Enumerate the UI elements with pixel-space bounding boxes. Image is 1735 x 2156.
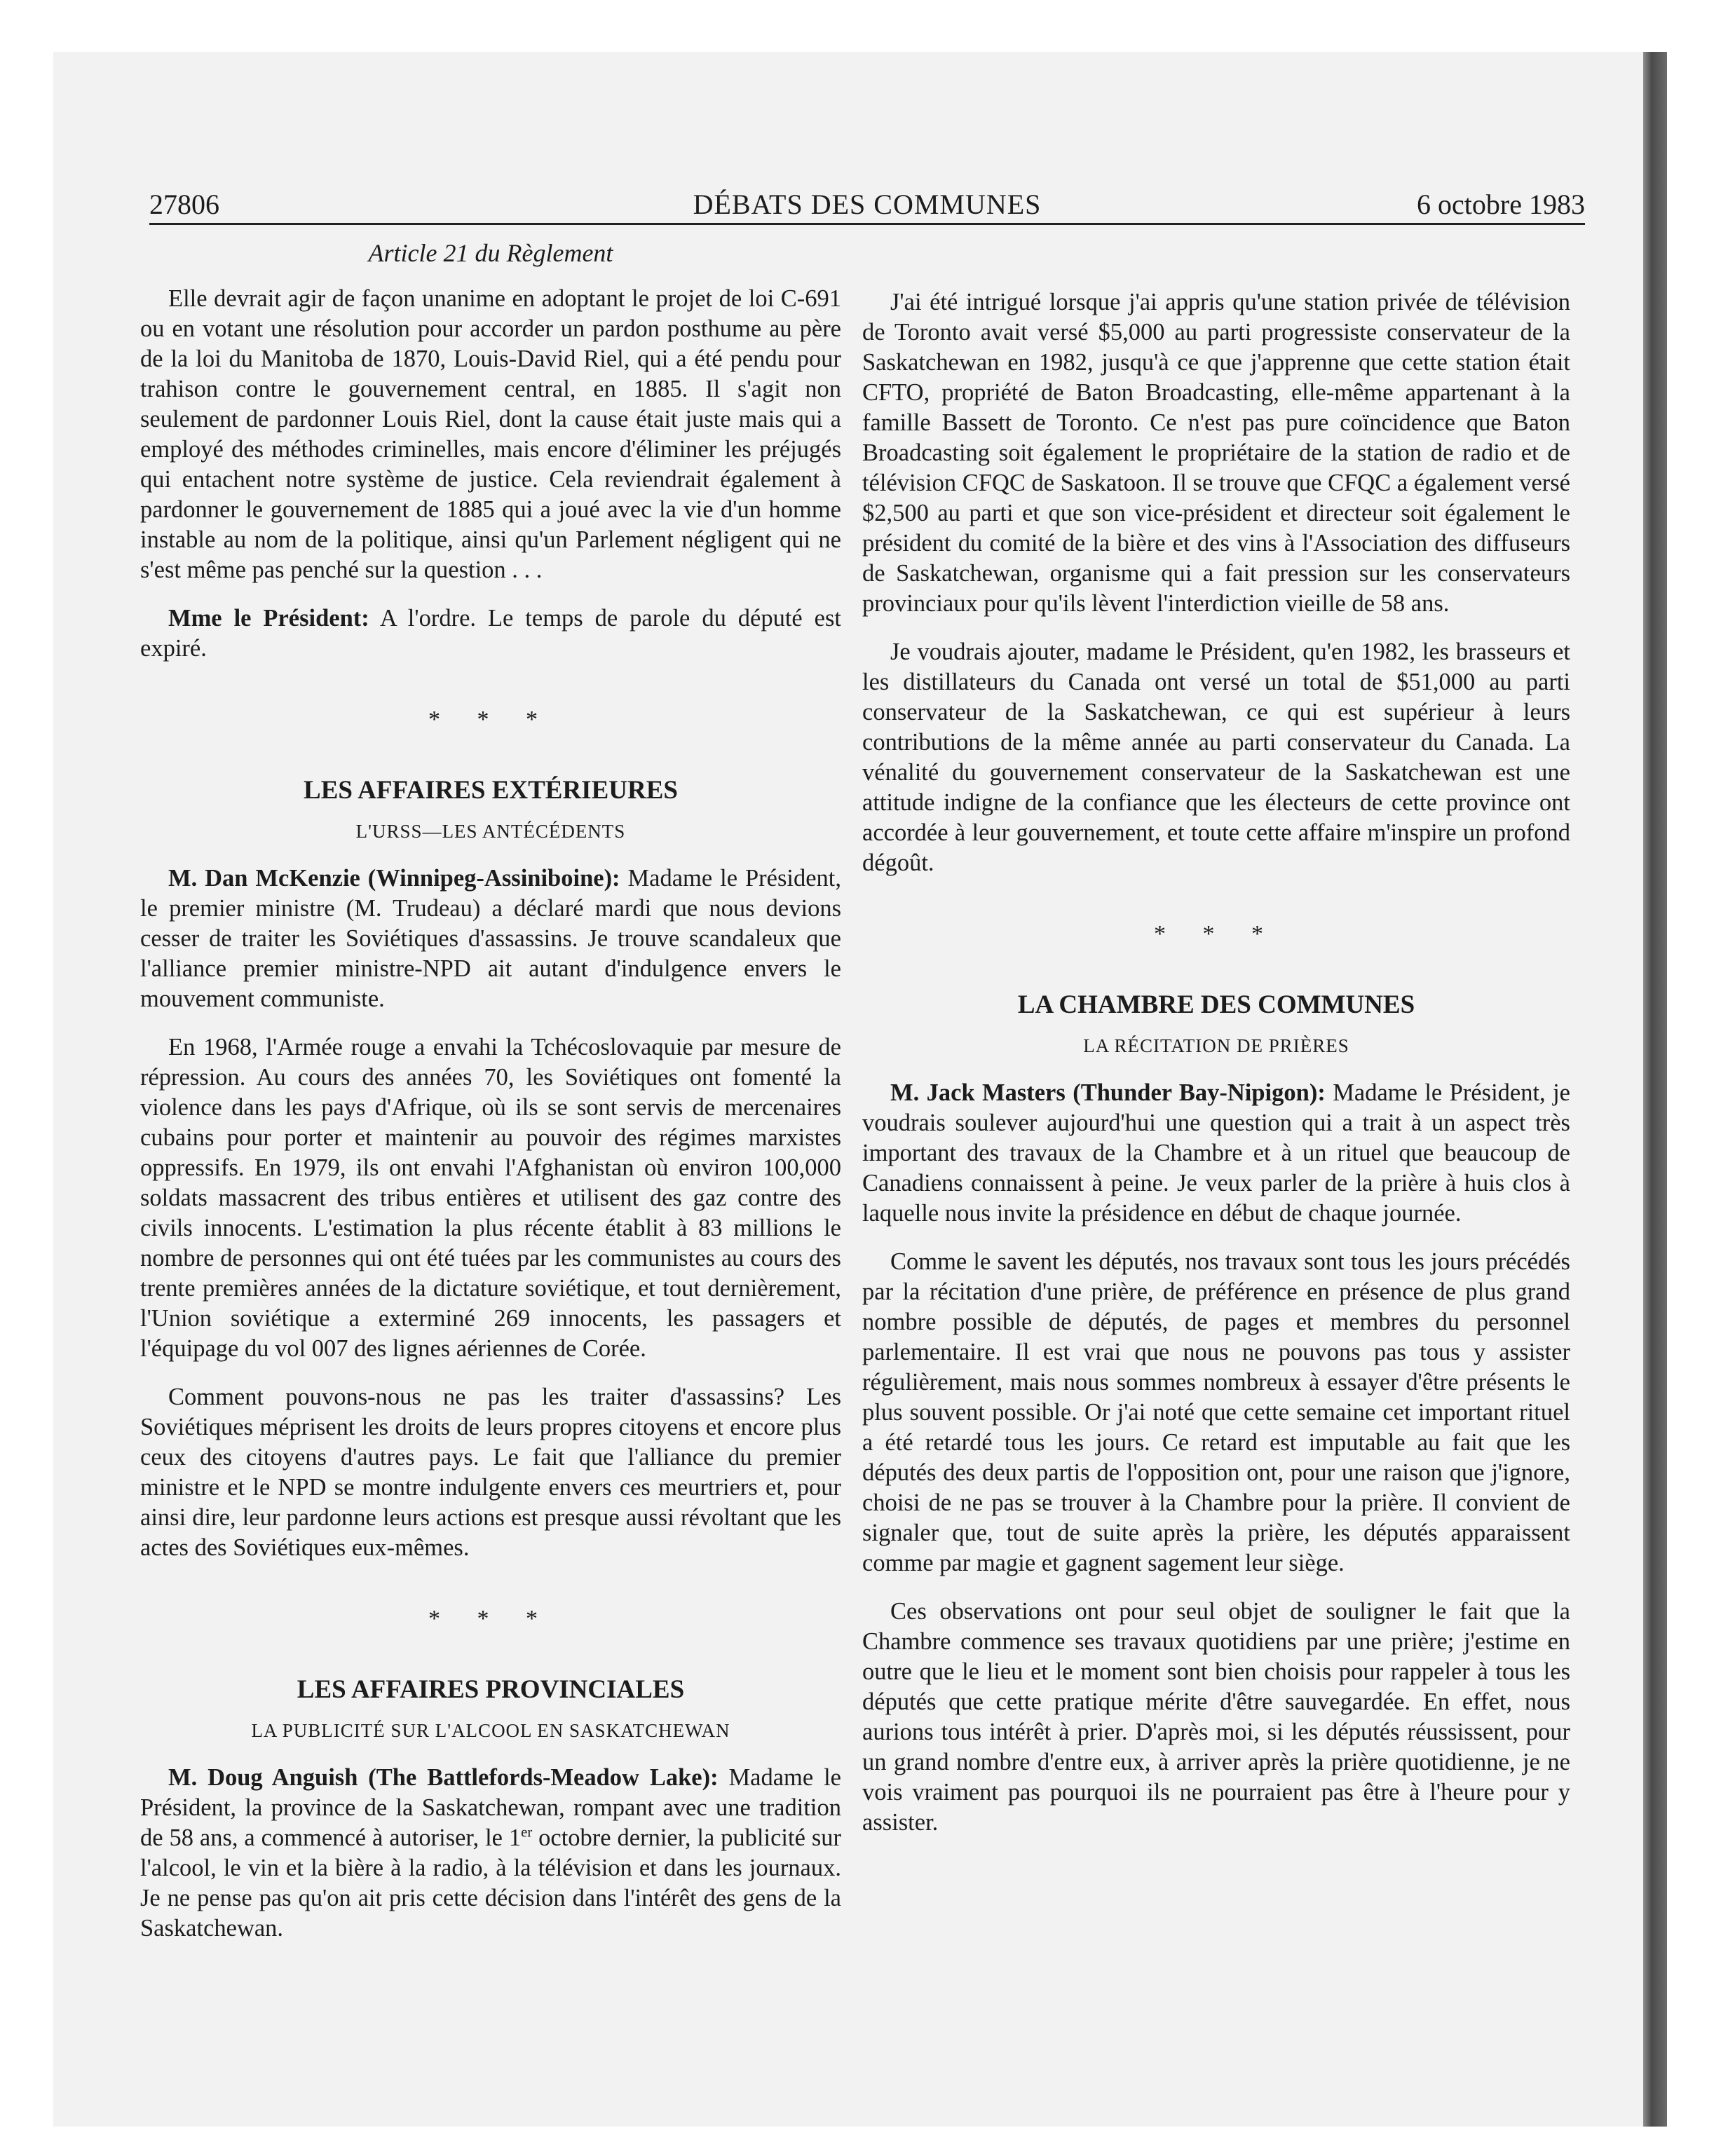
paragraph: En 1968, l'Armée rouge a envahi la Tchécoslovaquie par mesure de répression. Au cours des années 70, les Soviétiques ont fomenté la violence dans les pays d'Afrique, où ils se sont servis de mercenaires cubains pour porter et maintenir au pouvoir des régimes marxistes oppressifs. En 1979, ils ont envahi l'Afghanistan où environ 100,000 soldats massacrent des tribus entières et utilisent des gaz contre des civils innocents. L'estimation la plus récente établit à 83 millions le nombre de personnes qui ont été tuées par les communistes au cours des trente premières années de la dictature soviétique, et tout dernièrement, l'Union soviétique a exterminé 269 innocents, les passagers et l'équipage du vol 007 des lignes aériennes de Corée. — [140, 1034, 841, 1362]
page-number: 27806 — [149, 189, 219, 220]
ordinal-suffix: er — [521, 1824, 533, 1841]
section-separator: * * * — [428, 707, 553, 732]
section-subheading: LA RÉCITATION DE PRIÈRES — [1083, 1035, 1349, 1056]
section-subheading: L'URSS—LES ANTÉCÉDENTS — [355, 821, 626, 842]
speech-text: Madame le Président, je voudrais soulever aujourd'hui une question qui a trait à un aspect très important des travaux de la Chambre et à un rituel que beaucoup de Canadiens connaissent à peine. Je veux parler de la prière à huis clos à laquelle nous invite la présidence en début de chaque journée. — [862, 1079, 1570, 1227]
speech-text: A l'ordre. Le temps de parole du député est expiré. — [140, 605, 842, 662]
right-column — [862, 231, 1570, 2089]
paragraph — [140, 1763, 841, 1944]
speech-text: octobre dernier, la publicité sur l'alcool, le vin et la bière à la radio, à la télévision et dans les journaux. Je ne pense pas qu'on ait pris cette décision dans l'intérêt des gens de la Saskatchewan. — [140, 1824, 841, 1942]
paragraph — [862, 1078, 1570, 1229]
section-subtitle: Article 21 du Règlement — [368, 239, 613, 267]
speaker-name: M. Dan McKenzie (Winnipeg-Assiniboine): — [168, 865, 620, 892]
speaker-name: M. Jack Masters (Thunder Bay-Nipigon): — [890, 1079, 1326, 1106]
speech-text: Madame le Président, la province de la Saskatchewan, rompant avec une tradition de 58 ans, a commencé à autoriser, le 1 — [140, 1764, 841, 1851]
speaker-name: Mme le Président: — [168, 605, 369, 632]
section-heading: LES AFFAIRES EXTÉRIEURES — [304, 776, 678, 805]
publication-title: DÉBATS DES COMMUNES — [693, 189, 1042, 220]
section-subheading: LA PUBLICITÉ SUR L'ALCOOL EN SASKATCHEWAN — [251, 1720, 730, 1741]
paragraph: Ces observations ont pour seul objet de souligner le fait que la Chambre commence ses travaux quotidiens par une prière; j'estime en outre que le lieu et le moment sont bien choisis pour rappeler à tous les députés que cette pratique mérite d'être sauvegardée. En effet, nous aurions tous intérêt à prier. D'après moi, si les députés réussissent, pour un grand nombre d'entre eux, à arriver après la prière quotidienne, je ne vois vraiment pas pourquoi ils ne pourraient pas être à l'heure pour y assister. — [862, 1598, 1570, 1836]
speech-text: Madame le Président, le premier ministre (M. Trudeau) a déclaré mardi que nous devions cesser de traiter les Soviétiques d'assassins. Je trouve scandaleux que l'alliance premier ministre-NPD ait autant d'indulgence envers le mouvement communiste. — [140, 865, 841, 1012]
section-heading: LES AFFAIRES PROVINCIALES — [297, 1675, 685, 1704]
paragraph: Comment pouvons-nous ne pas les traiter d'assassins? Les Soviétiques méprisent les droits de leurs propres citoyens et encore plus ceux des citoyens d'autres pays. Le fait que l'alliance du premier ministre et le NPD se montre indulgente envers ces meurtriers et, pour ainsi dire, leur pardonne leurs actions est presque aussi révoltant que les actes des Soviétiques eux-mêmes. — [140, 1384, 841, 1561]
speaker-name: M. Doug Anguish (The Battlefords-Meadow Lake): — [168, 1764, 719, 1791]
page-date: 6 octobre 1983 — [1417, 189, 1585, 220]
left-column — [140, 231, 841, 2089]
paragraph — [140, 603, 841, 664]
paragraph — [140, 864, 841, 1014]
page-header — [149, 186, 1585, 225]
section-separator: * * * — [1154, 921, 1279, 947]
paragraph: Comme le savent les députés, nos travaux sont tous les jours précédés par la récitation d'une prière, de préférence en présence de plus grand nombre possible de députés, de pages et membres du personnel parlementaire. Il est vrai que nous ne pouvons pas tous y assister régulièrement, mais nous sommes nombreux à essayer d'être présents le plus souvent possible. Or j'ai noté que cette semaine cet important rituel a été retardé tous les jours. Ce retard est imputable au fait que les députés des deux partis de l'opposition ont, pour une raison que j'ignore, choisi de ne pas se trouver à la Chambre pour la prière. Il convient de signaler que, tout de suite après la prière, les députés apparaissent comme par magie et gagnent sagement leur siège. — [862, 1248, 1570, 1576]
paragraph: J'ai été intrigué lorsque j'ai appris qu'une station privée de télévision de Toronto avait versé $5,000 au parti progressiste conservateur de la Saskatchewan en 1982, jusqu'à ce que j'apprenne que cette station était CFTO, propriété de Baton Broadcasting, elle-même appartenant à la famille Bassett de Toronto. Ce n'est pas pure coïncidence que Baton Broadcasting soit également le propriétaire de la station de radio et de télévision CFQC de Saskatoon. Il se trouve que CFQC a également versé $2,500 au parti et que son vice-président et directeur soit également le président du comité de la bière et des vins à l'Association des diffuseurs de Saskatchewan, organisme qui a fait pression sur les conservateurs provinciaux pour qu'ils lèvent l'interdiction vieille de 58 ans. — [862, 289, 1570, 617]
paragraph: Elle devrait agir de façon unanime en adoptant le projet de loi C-691 ou en votant une résolution pour accorder un pardon posthume au père de la loi du Manitoba de 1870, Louis-David Riel, qui a été pendu pour trahison contre le gouvernement central, en 1885. Il s'agit non seulement de pardonner Louis Riel, dont la cause était juste mais qui a employé des méthodes criminelles, mais encore d'éliminer les préjugés qui entachent notre système de justice. Cela reviendrait également à pardonner le gouvernement de 1885 qui a joué avec la vie d'un homme instable au nom de la politique, ainsi qu'un Parlement négligent qui ne s'est même pas penché sur la question . . . — [140, 285, 841, 583]
scan-edge-shadow — [1643, 52, 1667, 2127]
paragraph: Je voudrais ajouter, madame le Président, qu'en 1982, les brasseurs et les distillateurs du Canada ont versé un total de $51,000 au parti conservateur de la Saskatchewan, ce qui est supérieur à leurs contributions de la même année au parti conservateur du Canada. La vénalité du gouvernement conservateur de la Saskatchewan est une attitude indigne de la confiance que les électeurs de cette province ont accordée à leur gouvernement, et toute cette affaire m'inspire un profond dégoût. — [862, 639, 1570, 876]
section-separator: * * * — [428, 1606, 553, 1632]
section-heading: LA CHAMBRE DES COMMUNES — [1017, 990, 1415, 1019]
